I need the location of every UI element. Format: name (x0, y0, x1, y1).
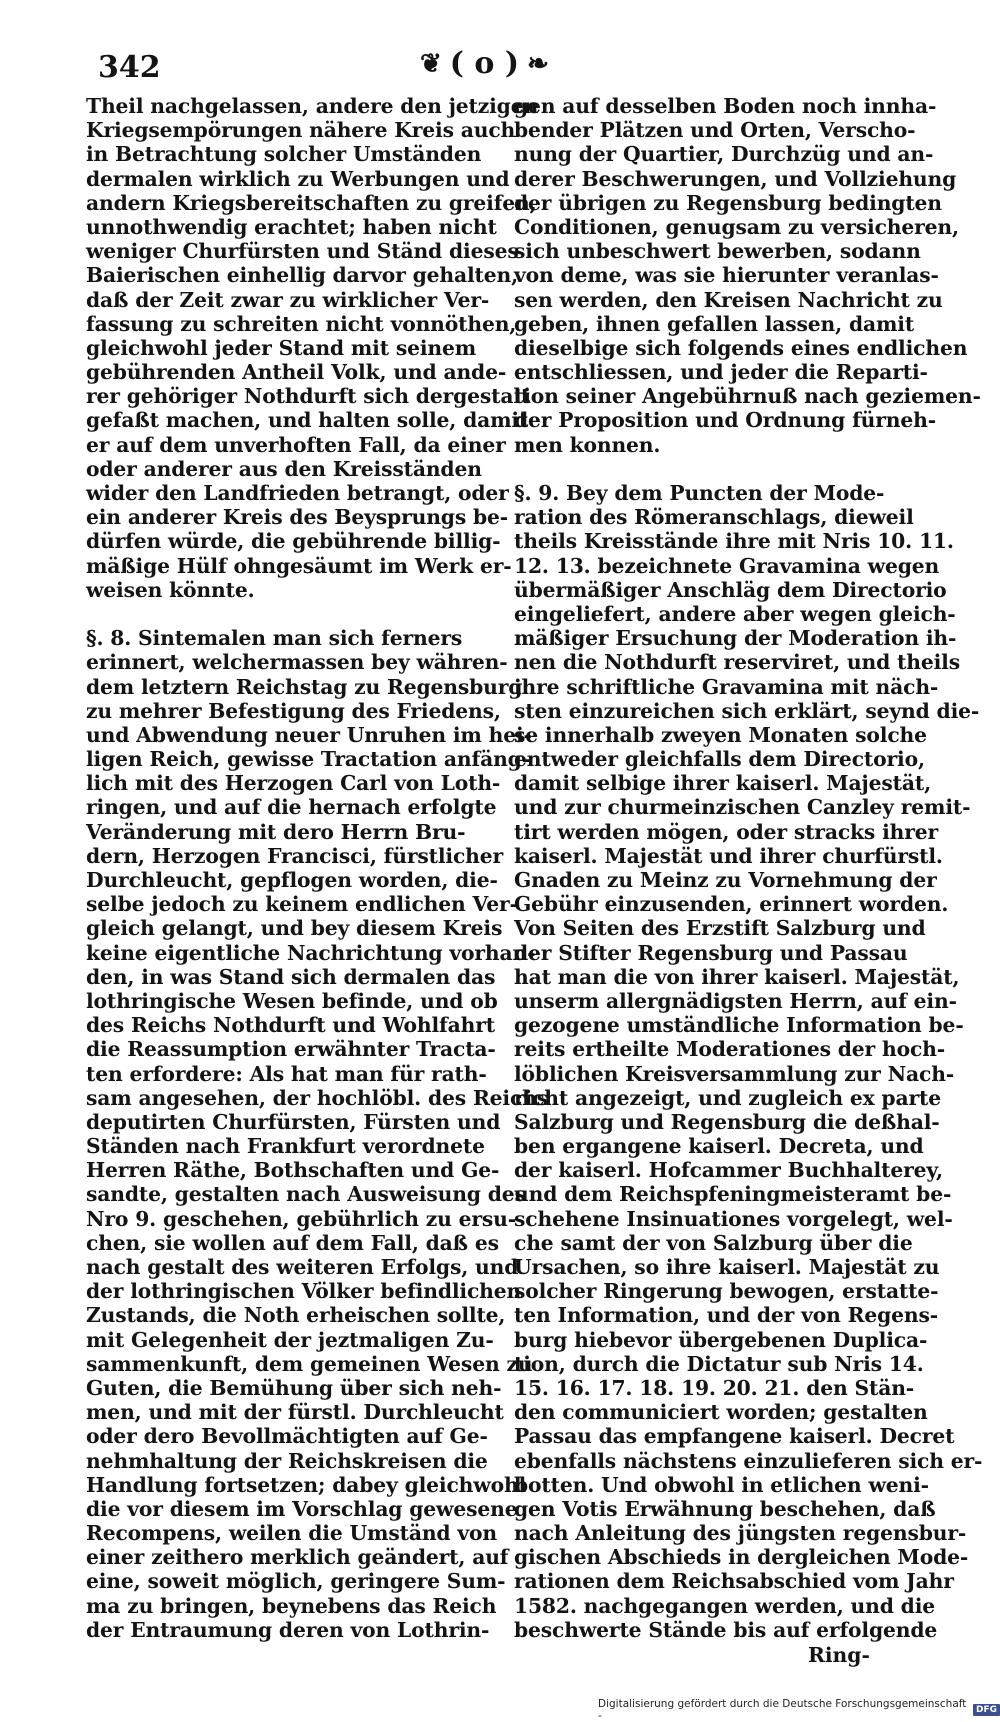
text-line: 15. 16. 17. 18. 19. 20. 21. den Stän- (514, 1375, 915, 1400)
text-line: gefaßt machen, und halten solle, damit (86, 408, 529, 433)
text-line: Guten, die Bemühung über sich neh- (86, 1375, 502, 1400)
text-line: die vor diesem im Vorschlag gewesene (86, 1496, 518, 1521)
text-line: ben ergangene kaiserl. Decreta, und (514, 1134, 924, 1159)
text-line: ihre schriftliche Gravamina mit näch- (514, 674, 939, 699)
footer (598, 1698, 1000, 1722)
text-line: der kaiserl. Hofcammer Buchhalterey, (514, 1158, 943, 1183)
text-line: botten. Und obwohl in etlichen weni- (514, 1472, 929, 1497)
text-line: ebenfalls nächstens einzulieferen sich er- (514, 1448, 983, 1473)
text-line: hat man die von ihrer kaiserl. Majestät, (514, 964, 960, 989)
text-line: keine eigentliche Nachrichtung vorhan- (86, 940, 536, 965)
text-line: oder anderer aus den Kreisständen (86, 456, 482, 481)
text-line: derer Beschwerungen, und Vollziehung (514, 166, 957, 191)
text-line: entweder gleichfalls dem Directorio, (514, 747, 925, 772)
text-line: rer gehöriger Nothdurft sich dergestalt (86, 384, 531, 409)
text-line: ein anderer Kreis des Beysprungs be- (86, 505, 509, 530)
text-line: weisen könnte. (86, 577, 255, 602)
text-line: schehene Insinuationes vorgelegt, wel- (514, 1206, 953, 1231)
text-line: Handlung fortsetzen; dabey gleichwohl (86, 1472, 527, 1497)
text-line: Nro 9. geschehen, gebührlich zu ersu- (86, 1206, 517, 1231)
text-line: men konnen. (514, 432, 661, 457)
right-column (514, 94, 983, 1642)
text-line: Gebühr einzusenden, erinnert worden. (514, 892, 949, 917)
text-line: tion seiner Angebührnuß nach geziemen- (514, 384, 981, 409)
text-line: ten erfordere: Als hat man für rath- (86, 1061, 487, 1086)
text-line: richt angezeigt, und zugleich ex parte (514, 1085, 941, 1110)
text-line: dürfen würde, die gebührende billig- (86, 529, 501, 554)
text-line: gezogene umständliche Information be- (514, 1013, 964, 1038)
text-line: sam angesehen, der hochlöbl. des Reichs (86, 1085, 549, 1110)
text-line: §. 9. Bey dem Puncten der Mode- (514, 481, 885, 505)
text-line: se innerhalb zweyen Monaten solche (514, 722, 927, 747)
text-line: andern Kriegsbereitschaften zu greifen, (86, 190, 537, 215)
ornament-right-icon: ❧ (527, 48, 549, 79)
text-line: ma zu bringen, beynebens das Reich (86, 1593, 497, 1618)
text-line: Passau das empfangene kaiserl. Decret (514, 1424, 955, 1449)
text-line: die Reassumption erwähnter Tracta- (86, 1037, 496, 1062)
text-line: Herren Räthe, Bothschaften und Ge- (86, 1158, 500, 1183)
text-line: Conditionen, genugsam zu versicheren, (514, 214, 959, 239)
text-line: mit Gelegenheit der jeztmaligen Zu- (86, 1327, 494, 1352)
paragraph-spacer (514, 457, 915, 481)
catchword: Ring- (808, 1643, 870, 1667)
text-line: des Reichs Nothdurft und Wohlfahrt (86, 1013, 495, 1038)
text-line: löblichen Kreisversammlung zur Nach- (514, 1061, 955, 1086)
text-line: weniger Churfürsten und Ständ dieses (86, 239, 519, 264)
text-line: ringen, und auf die hernach erfolgte (86, 795, 497, 820)
text-line: geben, ihnen gefallen lassen, damit (514, 311, 915, 336)
text-line: kaiserl. Majestät und ihrer churfürstl. (514, 843, 943, 868)
text-line: daß der Zeit zwar zu wirklicher Ver- (86, 287, 490, 312)
text-line: den, in was Stand sich dermalen das (86, 964, 496, 989)
text-line: selbe jedoch zu keinem endlichen Ver- (86, 892, 518, 917)
text-line: oder dero Bevollmächtigten auf Ge- (86, 1424, 488, 1449)
text-line: wider den Landfrieden betrangt, oder (86, 481, 509, 505)
text-line: 1582. nachgegangen werden, und die (514, 1593, 936, 1618)
text-line: Ständen nach Frankfurt verordnete (86, 1134, 485, 1159)
text-line: entschliessen, und jeder die Reparti- (514, 360, 928, 385)
text-line: Salzburg und Regensburg die deßhal- (514, 1109, 940, 1134)
text-line: fassung zu schreiten nicht vonnöthen, (86, 311, 517, 336)
left-column (86, 94, 549, 1642)
text-line: zu mehrer Befestigung des Friedens, (86, 698, 501, 723)
text-line: tirt werden mögen, oder stracks ihrer (514, 819, 939, 844)
text-line: der lothringischen Völker befindlichen (86, 1279, 522, 1304)
text-line: ten Information, und der von Regens- (514, 1303, 939, 1328)
text-line: dem letztern Reichstag zu Regensburg (86, 674, 523, 699)
text-line: den communiciert worden; gestalten (514, 1400, 928, 1425)
text-line: von deme, was sie hierunter veranlas- (514, 263, 939, 288)
text-line: ligen Reich, gewisse Tractation anfäng- (86, 747, 530, 772)
text-line: der übrigen zu Regensburg bedingten (514, 190, 942, 215)
text-line: lothringische Wesen befinde, und ob (86, 988, 498, 1013)
footer-text: Digitalisierung gefördert durch die Deutsche Forschungsgemeinschaft - (598, 1698, 967, 1722)
text-line: theils Kreisstände ihre mit Nris 10. 11. (514, 529, 954, 554)
text-line: dermalen wirklich zu Werbungen und (86, 166, 510, 191)
text-line: Durchleucht, gepflogen worden, die- (86, 868, 498, 892)
text-line: sen werden, den Kreisen Nachricht zu (514, 287, 943, 312)
text-line: Ursachen, so ihre kaiserl. Majestät zu (514, 1255, 940, 1279)
text-line: eine, soweit möglich, geringere Sum- (86, 1569, 506, 1594)
text-line: bender Plätzen und Orten, Verscho- (514, 118, 916, 143)
text-line: reits ertheilte Moderationes der hoch- (514, 1037, 946, 1062)
text-line: der Entraumung deren von Lothrin- (86, 1617, 490, 1642)
text-line: und dem Reichspfeningmeisteramt be- (514, 1182, 952, 1207)
text-line: burg hiebevor übergebenen Duplica- (514, 1327, 928, 1352)
text-line: sandte, gestalten nach Ausweisung des (86, 1182, 526, 1207)
text-line: 12. 13. bezeichnete Gravamina wegen (514, 553, 940, 578)
text-line: unnothwendig erachtet; haben nicht (86, 214, 497, 239)
text-line: rationen dem Reichsabschied vom Jahr (514, 1569, 954, 1594)
text-line: Theil nachgelassen, andere den jetzigen (86, 94, 539, 118)
text-line: übermäßiger Anschläg dem Directorio (514, 577, 947, 602)
text-line: unserm allergnädigsten Herrn, auf ein- (514, 988, 957, 1013)
text-line: lich mit des Herzogen Carl von Loth- (86, 771, 501, 796)
text-line: nen die Nothdurft reserviret, und theils (514, 650, 960, 675)
text-line: gen auf desselben Boden noch innha- (514, 94, 937, 118)
text-line: solcher Ringerung bewogen, erstatte- (514, 1279, 939, 1304)
ornament-text: ( o ) (449, 46, 520, 81)
text-line: in Betrachtung solcher Umständen (86, 142, 482, 167)
header-ornament (420, 46, 549, 81)
text-line: einer zeithero merklich geändert, auf (86, 1545, 509, 1570)
text-line: mäßige Hülf ohngesäumt im Werk er- (86, 553, 512, 578)
text-line: nach Anleitung des jüngsten regensbur- (514, 1521, 967, 1546)
text-line: sich unbeschwert bewerben, sodann (514, 239, 921, 264)
dfg-logo: DFG (973, 1704, 1000, 1716)
text-line: Von Seiten des Erzstift Salzburg und (514, 916, 926, 941)
text-line: gleich gelangt, und bey diesem Kreis (86, 916, 503, 941)
text-line: Zustands, die Noth erheischen sollte, (86, 1303, 506, 1328)
text-line: der Proposition und Ordnung fürneh- (514, 408, 936, 433)
text-line: men, und mit der fürstl. Durchleucht (86, 1400, 504, 1425)
text-line: nehmhaltung der Reichskreisen die (86, 1448, 488, 1473)
text-line: und Abwendung neuer Unruhen im hei- (86, 722, 532, 747)
text-line: Baierischen einhellig darvor gehalten, (86, 263, 518, 288)
text-line: der Stifter Regensburg und Passau (514, 940, 908, 965)
text-line: er auf dem unverhoften Fall, da einer (86, 432, 506, 457)
text-line: nach gestalt des weiteren Erfolgs, und (86, 1255, 519, 1279)
text-line: che samt der von Salzburg über die (514, 1230, 913, 1255)
page-number: 342 (98, 50, 161, 85)
text-line: beschwerte Stände bis auf erfolgende (514, 1617, 938, 1642)
paragraph-spacer (86, 602, 490, 626)
text-line: gischen Abschieds in dergleichen Mode- (514, 1545, 969, 1570)
text-line: chen, sie wollen auf dem Fall, daß es (86, 1230, 499, 1255)
text-line: eingeliefert, andere aber wegen gleich- (514, 601, 956, 626)
text-line: dern, Herzogen Francisci, fürstlicher (86, 843, 504, 868)
text-line: Veränderung mit dero Herrn Bru- (86, 819, 466, 844)
text-line: deputirten Churfürsten, Fürsten und (86, 1109, 501, 1134)
text-line: gleichwohl jeder Stand mit seinem (86, 335, 477, 360)
ornament-left-icon: ❦ (420, 48, 442, 79)
text-line: dieselbige sich folgends eines endlichen (514, 335, 968, 360)
text-line: sammenkunft, dem gemeinen Wesen zu (86, 1351, 533, 1376)
text-line: nung der Quartier, Durchzüg und an- (514, 142, 934, 167)
text-line: Kriegsempörungen nähere Kreis auch (86, 118, 516, 143)
text-line: §. 8. Sintemalen man sich ferners (86, 626, 463, 651)
text-line: damit selbige ihrer kaiserl. Majestät, (514, 771, 931, 796)
text-line: ration des Römeranschlags, dieweil (514, 505, 914, 530)
text-line: mäßiger Ersuchung der Moderation ih- (514, 626, 957, 651)
text-line: Recompens, weilen die Umständ von (86, 1521, 497, 1546)
text-line: tion, durch die Dictatur sub Nris 14. (514, 1351, 924, 1376)
text-line: erinnert, welchermassen bey währen- (86, 650, 508, 675)
text-line: gen Votis Erwähnung beschehen, daß (514, 1496, 936, 1521)
text-line: und zur churmeinzischen Canzley remit- (514, 795, 971, 820)
text-line: gebührenden Antheil Volk, und ande- (86, 360, 507, 385)
text-line: sten einzureichen sich erklärt, seynd die- (514, 698, 980, 723)
text-line: Gnaden zu Meinz zu Vornehmung der (514, 868, 937, 892)
